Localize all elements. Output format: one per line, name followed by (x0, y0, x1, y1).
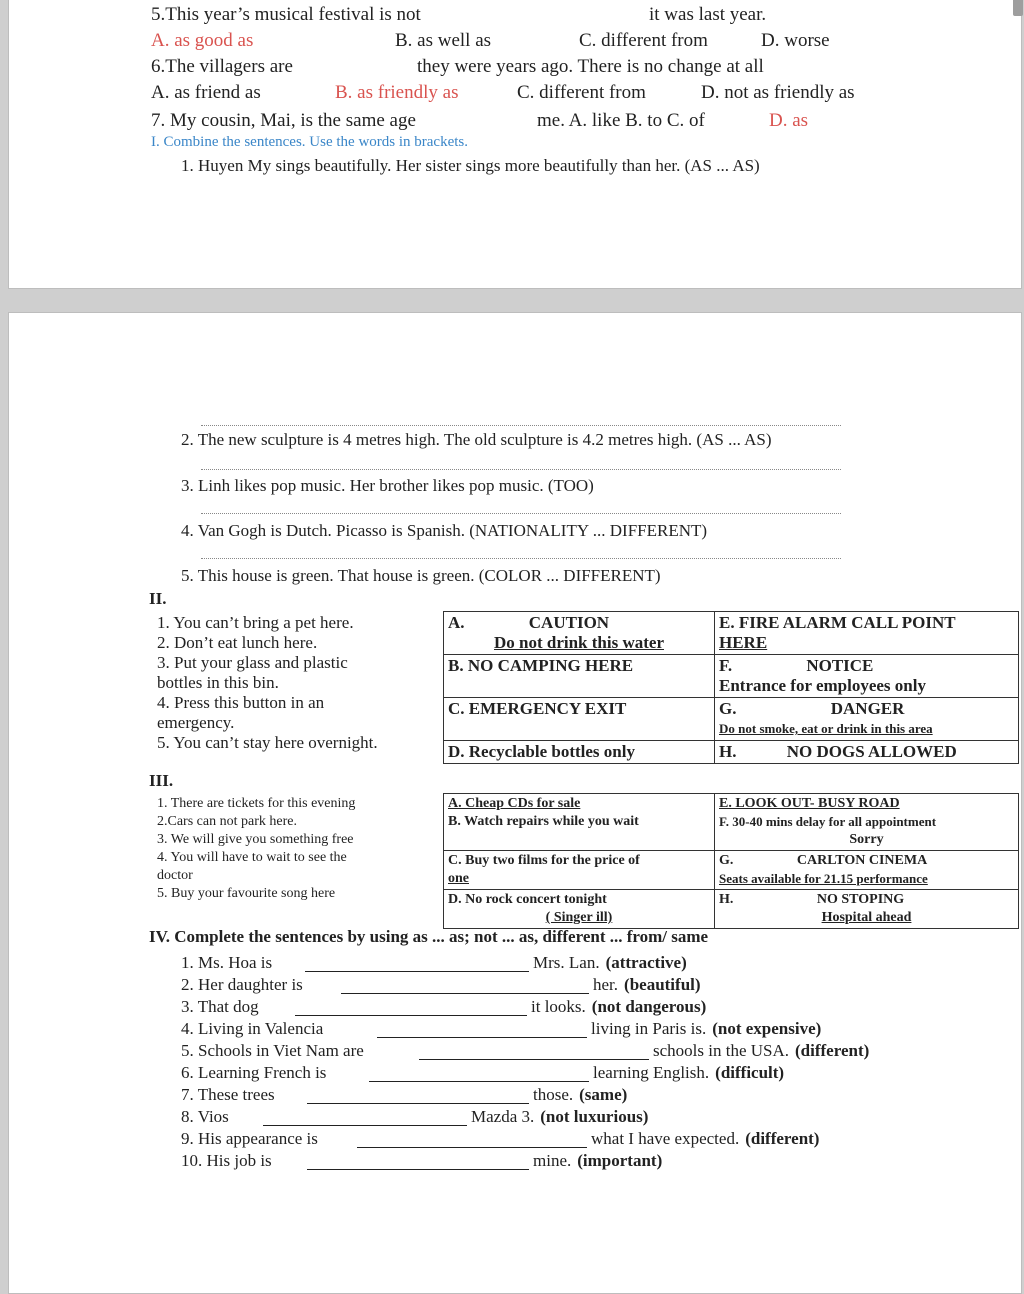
item-continuation: Mazda 3. (not luxurious) (471, 1107, 649, 1126)
item-continuation: learning English. (difficult) (593, 1063, 785, 1082)
answer-blank[interactable] (295, 999, 527, 1016)
answer-blank[interactable] (307, 1087, 529, 1104)
q5-option-b: B. as well as (395, 30, 492, 51)
section-iii-table (153, 793, 1019, 929)
sign-b: B. NO CAMPING HERE (444, 655, 715, 698)
statement: 1. There are tickets for this evening (157, 795, 356, 811)
completion-item (181, 997, 1001, 1019)
document-page-2 (8, 312, 1022, 1294)
q7-option-d: D. as (769, 110, 809, 131)
statement: 4. You will have to wait to see the (157, 849, 347, 865)
item-continuation: her. (beautiful) (593, 975, 701, 994)
sign-a: A. Cheap CDs for sale B. Watch repairs while you wait (444, 794, 715, 851)
statement: 2. Don’t eat lunch here. (157, 632, 318, 652)
q5-option-a: A. as good as (151, 30, 254, 51)
item-hint: (difficult) (715, 1063, 785, 1082)
section-ii-statements (153, 612, 444, 764)
completion-item (181, 1085, 1001, 1107)
sign-a: A. CAUTION Do not drink this water (444, 612, 715, 655)
item-hint: (different) (795, 1041, 870, 1060)
item-hint: (beautiful) (624, 975, 701, 994)
sign-h: H. NO STOPING Hospital ahead (715, 890, 1019, 929)
completion-item (181, 1041, 1001, 1063)
combine-item-4: 4. Van Gogh is Dutch. Picasso is Spanish. (NATIONALITY ... DIFFERENT) (181, 521, 708, 540)
sign-g: G. CARLTON CINEMA Seats available for 21.15 performance (715, 851, 1019, 890)
q6-option-d: D. not as friendly as (701, 82, 855, 103)
item-continuation: schools in the USA. (different) (653, 1041, 870, 1060)
answer-line (201, 558, 841, 559)
answer-blank[interactable] (377, 1021, 587, 1038)
completion-item (181, 1019, 1001, 1041)
answer-line (201, 513, 841, 514)
item-stem: 8. Vios (181, 1107, 229, 1126)
answer-blank[interactable] (341, 977, 589, 994)
answer-blank[interactable] (263, 1109, 467, 1126)
completion-item (181, 953, 1001, 975)
item-stem: 7. These trees (181, 1085, 275, 1104)
q7-tail: me. A. like B. to C. of (537, 110, 705, 131)
sign-d: D. Recyclable bottles only (444, 741, 715, 764)
item-stem: 9. His appearance is (181, 1129, 318, 1148)
q6-option-a: A. as friend as (151, 82, 261, 103)
item-hint: (different) (745, 1129, 820, 1148)
q6-tail: they were years ago. There is no change at all (417, 56, 764, 77)
completion-item (181, 1107, 1001, 1129)
answer-blank[interactable] (307, 1153, 529, 1170)
item-continuation: what I have expected. (different) (591, 1129, 820, 1148)
statement: 1. You can’t bring a pet here. (157, 612, 354, 632)
statement: 5. You can’t stay here overnight. (157, 732, 378, 752)
sign-c: C. Buy two films for the price of one (444, 851, 715, 890)
item-continuation: living in Paris is. (not expensive) (591, 1019, 822, 1038)
sign-h: H. NO DOGS ALLOWED (715, 741, 1019, 764)
item-hint: (not dangerous) (591, 997, 707, 1016)
statement: bottles in this bin. (157, 672, 279, 692)
statement: 3. We will give you something free (157, 831, 354, 847)
item-stem: 3. That dog (181, 997, 259, 1016)
item-continuation: Mrs. Lan. (attractive) (533, 953, 687, 972)
sign-e: E. FIRE ALARM CALL POINT HERE (715, 612, 1019, 655)
completion-item (181, 1063, 1001, 1085)
answer-blank[interactable] (369, 1065, 589, 1082)
statement: 2.Cars can not park here. (157, 813, 297, 829)
q6-option-c: C. different from (517, 82, 646, 103)
section-ii-heading: II. (149, 589, 167, 608)
item-stem: 6. Learning French is (181, 1063, 327, 1082)
sign-c: C. EMERGENCY EXIT (444, 698, 715, 741)
answer-blank[interactable] (357, 1131, 587, 1148)
item-stem: 4. Living in Valencia (181, 1019, 324, 1038)
sign-d: D. No rock concert tonight ( Singer ill) (444, 890, 715, 929)
q5-tail: it was last year. (649, 4, 767, 25)
item-stem: 10. His job is (181, 1151, 272, 1170)
completion-item (181, 1151, 1001, 1173)
answer-line (201, 425, 841, 426)
q5-option-d: D. worse (761, 30, 830, 51)
item-continuation: mine. (important) (533, 1151, 663, 1170)
q7-stem: 7. My cousin, Mai, is the same age (151, 110, 416, 131)
q5-option-c: C. different from (579, 30, 708, 51)
sign-e: E. LOOK OUT- BUSY ROAD F. 30-40 mins delay for all appointment Sorry (715, 794, 1019, 851)
answer-line (201, 469, 841, 470)
q6-stem: 6.The villagers are (151, 56, 293, 77)
combine-item-5: 5. This house is green. That house is green. (COLOR ... DIFFERENT) (181, 566, 661, 585)
item-continuation: those. (same) (533, 1085, 628, 1104)
sign-g: G. DANGER Do not smoke, eat or drink in this area (715, 698, 1019, 741)
combine-item-3: 3. Linh likes pop music. Her brother likes pop music. (TOO) (181, 476, 594, 495)
statement: 4. Press this button in an (157, 692, 325, 712)
combine-item-1: 1. Huyen My sings beautifully. Her sister sings more beautifully than her. (AS ... AS) (181, 156, 760, 175)
item-hint: (not luxurious) (540, 1107, 649, 1126)
q6-option-b: B. as friendly as (335, 82, 459, 103)
section-ii-table (153, 611, 1019, 764)
combine-item-2: 2. The new sculpture is 4 metres high. The old sculpture is 4.2 metres high. (AS ... AS) (181, 430, 772, 449)
completion-item (181, 975, 1001, 997)
item-hint: (not expensive) (712, 1019, 822, 1038)
item-stem: 2. Her daughter is (181, 975, 303, 994)
document-page-1 (8, 0, 1022, 289)
q5-stem: 5.This year’s musical festival is not (151, 4, 421, 25)
sign-f: F. NOTICE Entrance for employees only (715, 655, 1019, 698)
item-hint: (important) (577, 1151, 663, 1170)
statement: doctor (157, 867, 193, 883)
statement: emergency. (157, 712, 235, 732)
item-stem: 5. Schools in Viet Nam are (181, 1041, 364, 1060)
section-iii-heading: III. (149, 771, 174, 790)
section-iii-statements (153, 794, 444, 930)
answer-blank[interactable] (419, 1043, 649, 1060)
scrollbar-thumb[interactable] (1013, 0, 1023, 16)
item-continuation: it looks. (not dangerous) (531, 997, 707, 1016)
statement: 5. Buy your favourite song here (157, 885, 336, 901)
completion-item (181, 1129, 1001, 1151)
statement: 3. Put your glass and plastic (157, 652, 348, 672)
item-hint: (attractive) (605, 953, 687, 972)
answer-blank[interactable] (305, 955, 529, 972)
item-stem: 1. Ms. Hoa is (181, 953, 273, 972)
item-hint: (same) (579, 1085, 628, 1104)
section-iv-heading: IV. Complete the sentences by using as ... as; not ... as, different ... from/ same (149, 927, 709, 946)
section-i-heading: I. Combine the sentences. Use the words in brackets. (151, 134, 468, 150)
